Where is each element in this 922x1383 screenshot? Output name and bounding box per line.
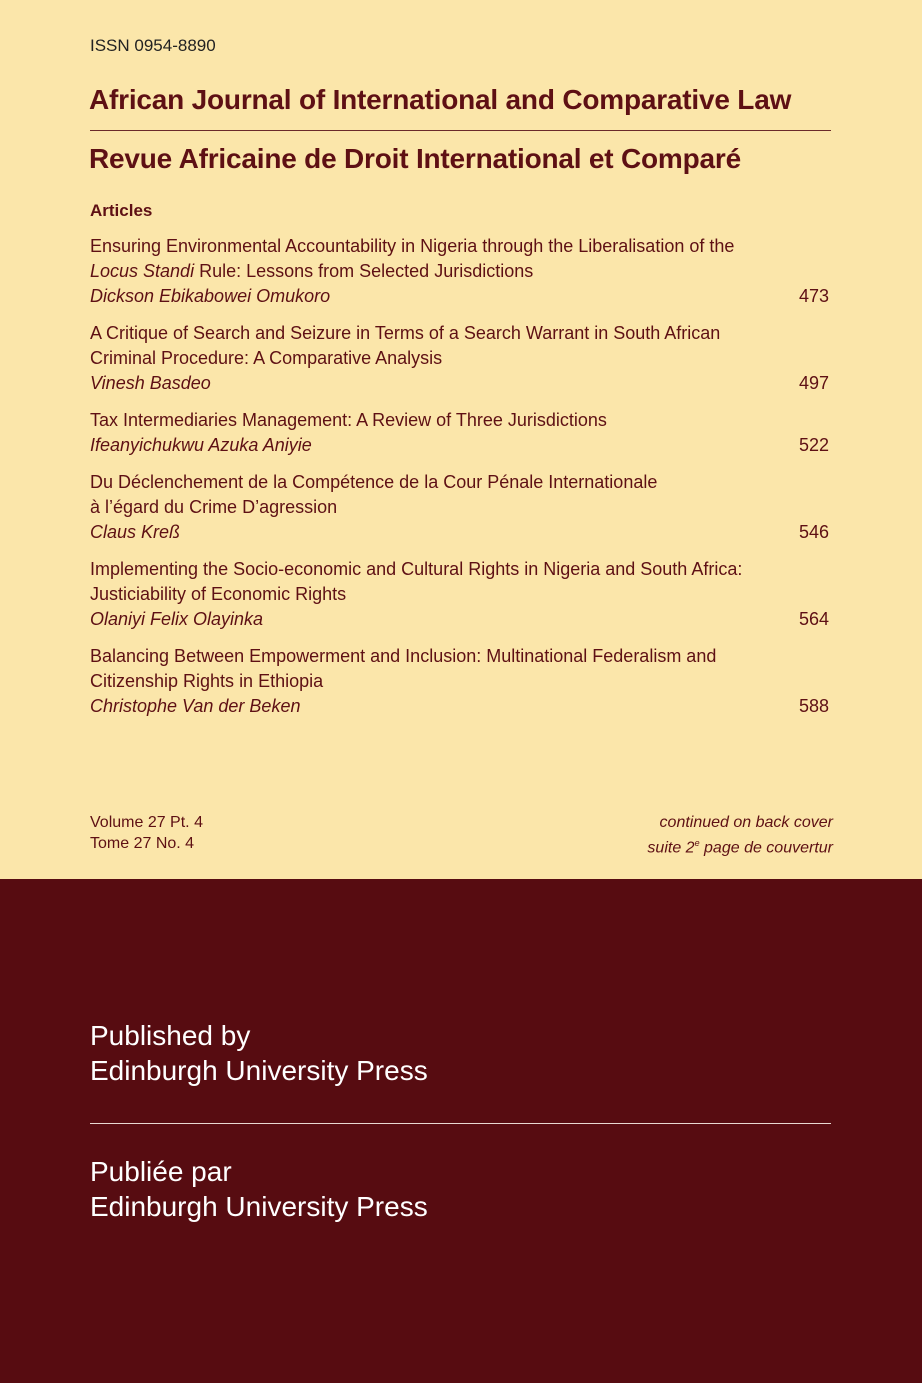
continued-english: continued on back cover	[659, 814, 833, 831]
publisher-french-block	[90, 1154, 428, 1224]
issn: ISSN 0954-8890	[90, 36, 216, 55]
article-entry	[90, 557, 831, 632]
article-page-number: 522	[798, 435, 829, 455]
article-page-number: 588	[798, 696, 829, 716]
article-entry	[90, 470, 831, 545]
article-author: Dickson Ebikabowei Omukoro	[90, 286, 331, 306]
publisher-divider	[90, 1123, 831, 1124]
publisher-name-english: Edinburgh University Press	[90, 1055, 428, 1086]
articles-heading: Articles	[90, 201, 153, 220]
published-by-label: Published by	[90, 1020, 251, 1051]
article-title-line: Citizenship Rights in Ethiopia	[90, 671, 324, 691]
article-title-italic: Locus Standi	[90, 261, 195, 281]
article-title-line: A Critique of Search and Seizure in Terms of a Search Warrant in South African	[90, 323, 721, 343]
article-title-line: Ensuring Environmental Accountability in Nigeria through the Liberalisation of the	[90, 236, 735, 256]
article-page-number: 564	[798, 609, 829, 629]
article-title-line: Justiciability of Economic Rights	[90, 584, 347, 604]
article-page-number: 546	[798, 522, 829, 542]
article-author: Olaniyi Felix Olayinka	[90, 609, 264, 629]
article-title-rest: Rule: Lessons from Selected Jurisdictions	[194, 261, 534, 281]
journal-title-english: African Journal of International and Comparative Law	[89, 84, 792, 115]
article-page-number: 497	[798, 373, 829, 393]
journal-title-french: Revue Africaine de Droit International et Comparé	[89, 143, 741, 174]
article-title-line: Tax Intermediaries Management: A Review of Three Jurisdictions	[90, 410, 607, 430]
continued-french-pre: suite 2	[647, 839, 695, 857]
title-divider	[90, 130, 831, 131]
volume-info	[90, 812, 203, 854]
article-entry	[90, 321, 831, 396]
volume-english: Volume 27 Pt. 4	[90, 814, 203, 831]
article-entry	[90, 644, 831, 719]
article-title-line	[90, 259, 831, 284]
publiee-par-label: Publiée par	[90, 1156, 232, 1187]
continued-french-post: page de couvertur	[699, 839, 833, 857]
article-author: Vinesh Basdeo	[90, 373, 211, 393]
article-title-line: à l’égard du Crime D’agression	[90, 497, 338, 517]
article-author: Claus Kreß	[90, 522, 181, 542]
cover-bottom-panel	[0, 879, 922, 1383]
continued-french-sup: e	[694, 838, 700, 848]
article-title-line: Criminal Procedure: A Comparative Analysis	[90, 348, 443, 368]
volume-french: Tome 27 No. 4	[90, 835, 195, 852]
article-author: Christophe Van der Beken	[90, 696, 301, 716]
continued-note	[647, 812, 833, 858]
article-author: Ifeanyichukwu Azuka Aniyie	[90, 435, 312, 455]
publisher-english-block	[90, 1018, 428, 1088]
article-title-line: Du Déclenchement de la Compétence de la Cour Pénale Internationale	[90, 472, 658, 492]
publisher-name-french: Edinburgh University Press	[90, 1191, 428, 1222]
article-title-line: Balancing Between Empowerment and Inclusion: Multinational Federalism and	[90, 646, 717, 666]
article-title-line: Implementing the Socio-economic and Cultural Rights in Nigeria and South Africa:	[90, 559, 743, 579]
article-page-number: 473	[798, 286, 829, 306]
continued-french	[647, 833, 833, 858]
article-entry	[90, 408, 831, 458]
article-entry	[90, 234, 831, 309]
